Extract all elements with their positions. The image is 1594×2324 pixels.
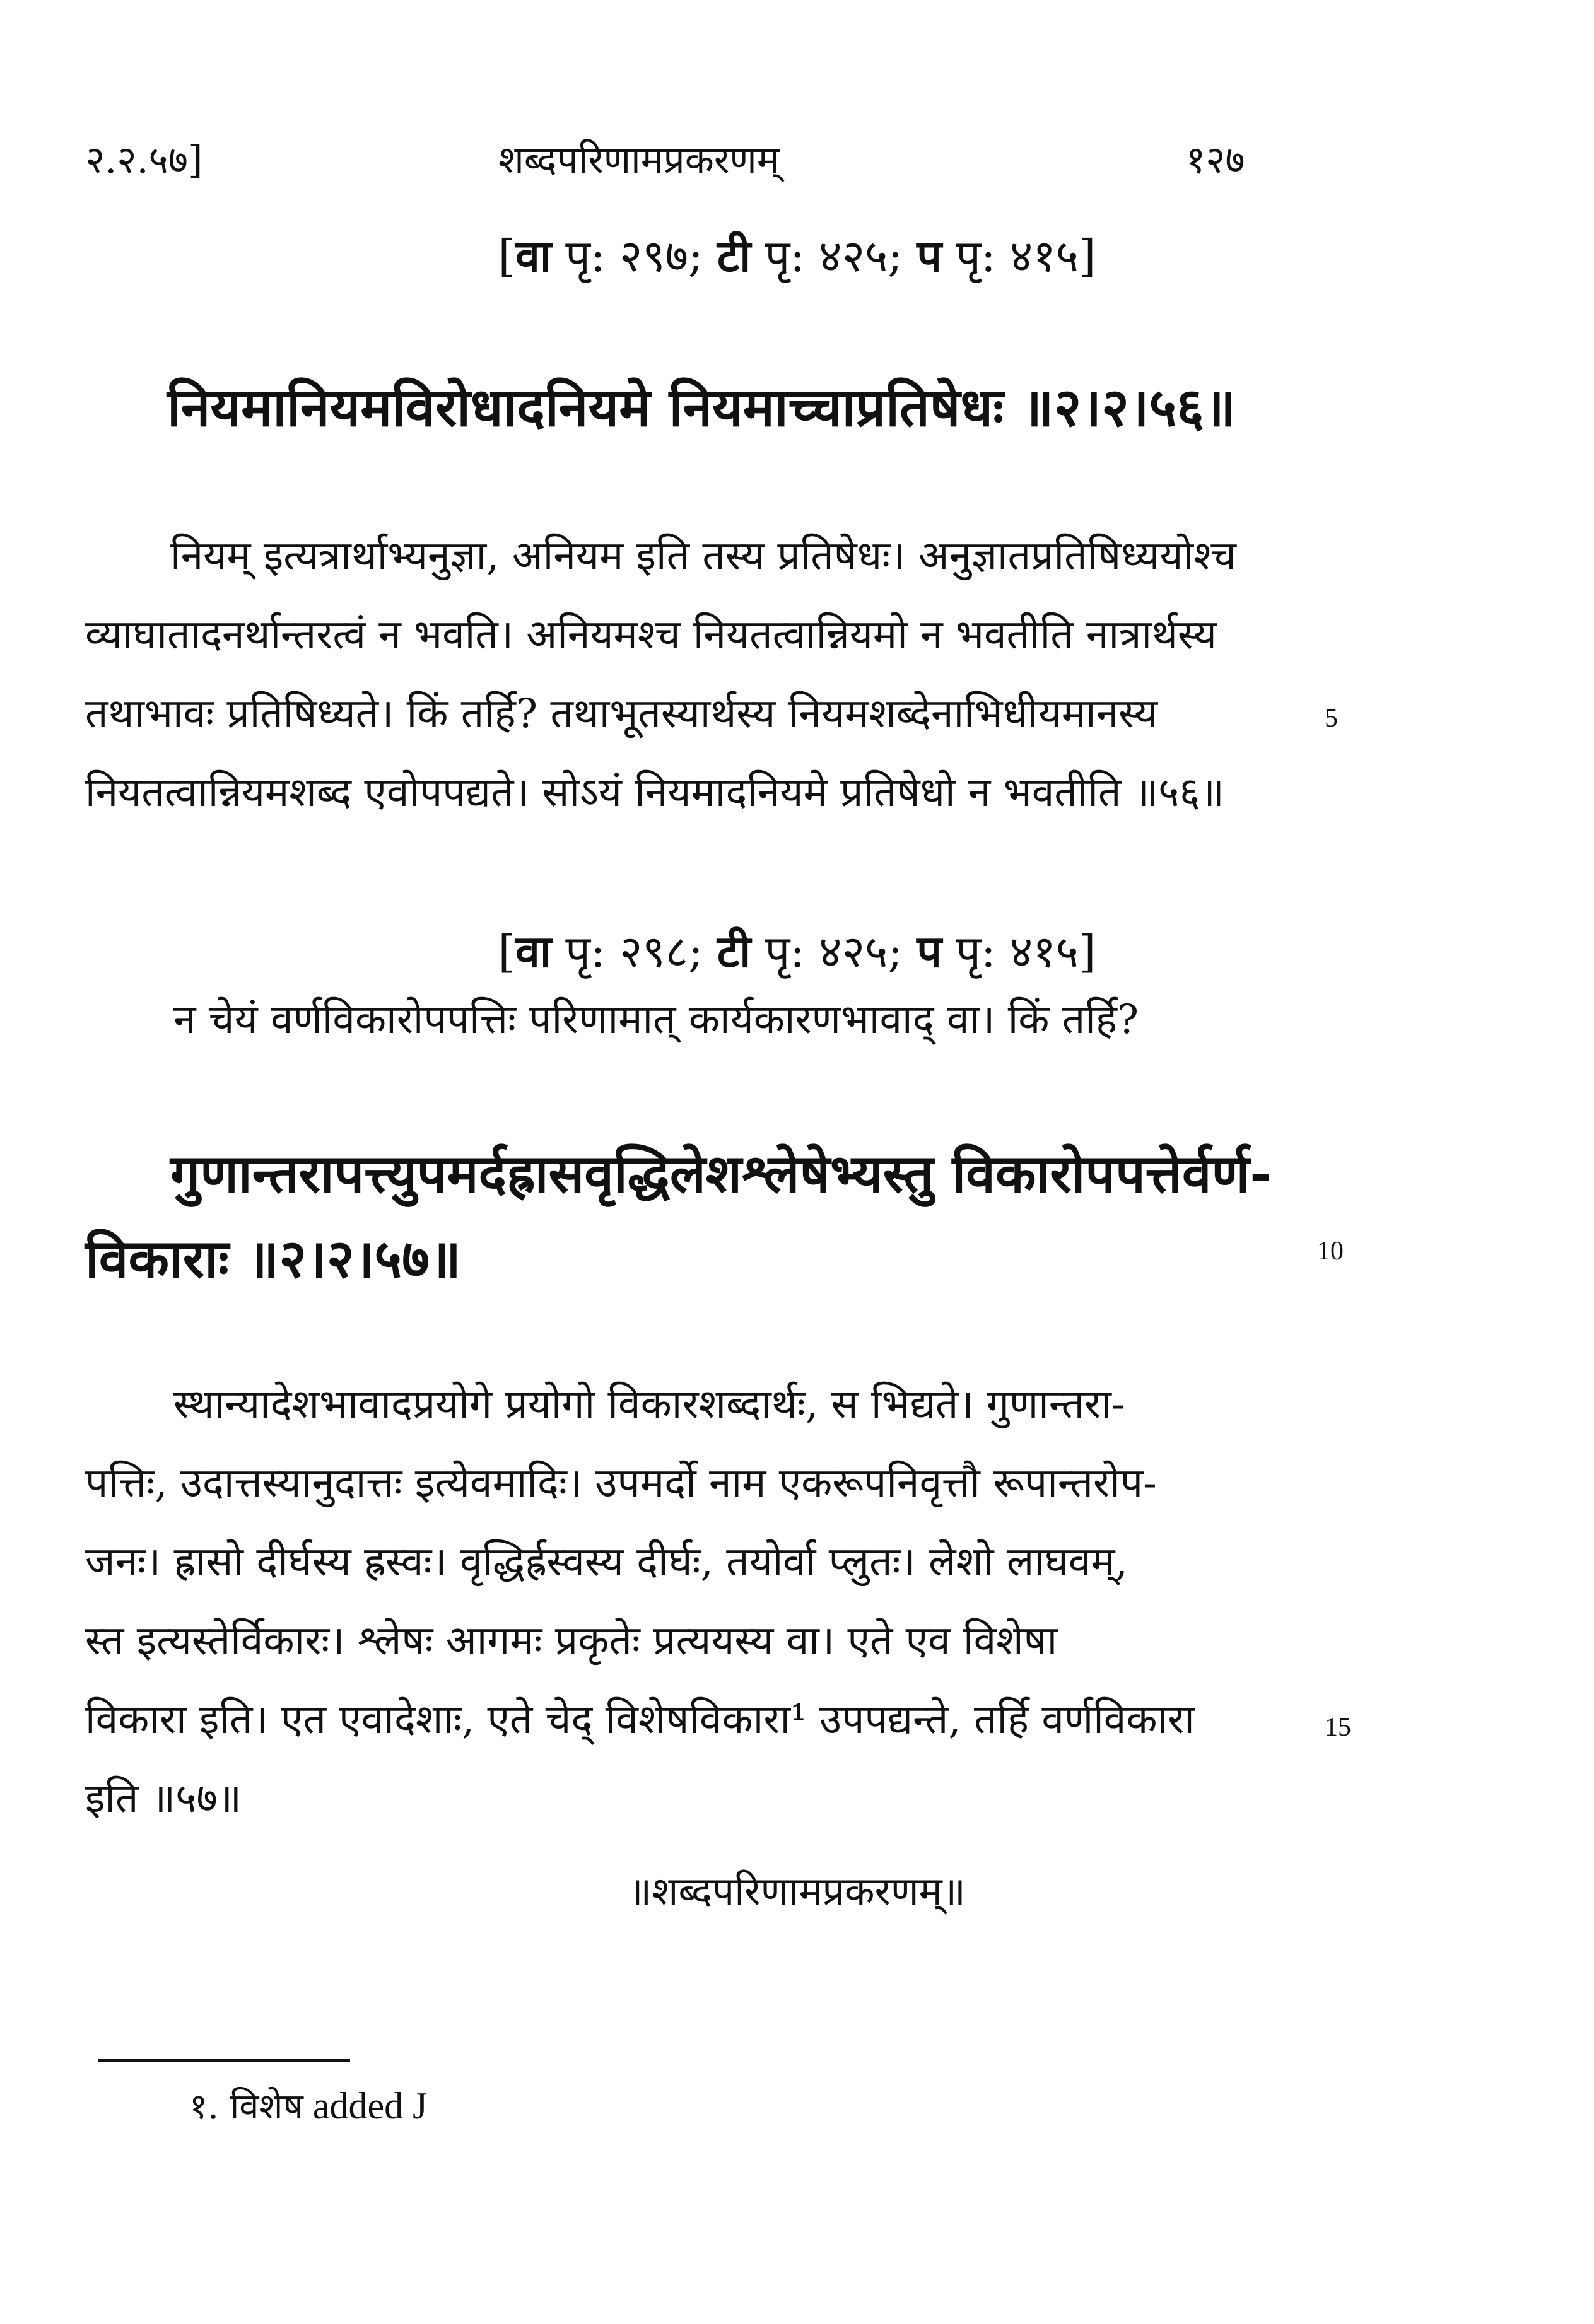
text-line: इति ॥५७॥ xyxy=(85,1775,242,1822)
text-line: स्थान्यादेशभावादप्रयोगे प्रयोगो विकारशब्दार्थः, स भिद्यते। गुणान्तरा- xyxy=(173,1381,1125,1428)
running-head-section: २.२.५७] xyxy=(85,138,203,182)
section-end-title: ॥शब्दपरिणामप्रकरणम्॥ xyxy=(628,1868,966,1914)
reference-line-1: [वा पृ: २९७; टी पृ: ४२५; प पृ: ४१५] xyxy=(498,230,1096,282)
sutra-57-line-2: विकाराः ॥२।२।५७॥ xyxy=(85,1227,462,1290)
text-line: नियम् इत्यत्रार्थाभ्यनुज्ञा, अनियम इति तस्य प्रतिषेधः। अनुज्ञातप्रतिषिध्ययोश्च xyxy=(170,533,1236,580)
footnote-rule xyxy=(98,2059,350,2062)
reference-line-2: [वा पृ: २९८; टी पृ: ४२५; प पृ: ४१५] xyxy=(498,925,1096,978)
running-head-title: शब्दपरिणामप्रकरणम् xyxy=(498,138,780,182)
intro-57: न चेयं वर्णविकारोपपत्तिः परिणामात् कार्यकारणभावाद् वा। किं तर्हि? xyxy=(173,996,1139,1043)
text-line: व्याघातादनर्थान्तरत्वं न भवति। अनियमश्च नियतत्वान्नियमो न भवतीति नात्रार्थस्य xyxy=(85,612,1217,658)
text-line: तथाभावः प्रतिषिध्यते। किं तर्हि? तथाभूतस्यार्थस्य नियमशब्देनाभिधीयमानस्य xyxy=(85,691,1158,737)
page-number: १२७ xyxy=(1186,138,1245,182)
line-number-10: 10 xyxy=(1317,1237,1344,1266)
text-line: विकारा इति। एत एवादेशाः, एते चेद् विशेषविकारा¹ उपपद्यन्ते, तर्हि वर्णविकारा xyxy=(85,1696,1195,1743)
text-line: नियतत्वान्नियमशब्द एवोपपद्यते। सोऽयं नियमादनियमे प्रतिषेधो न भवतीति ॥५६॥ xyxy=(85,769,1225,816)
line-number-15: 15 xyxy=(1325,1713,1351,1742)
text-line: स्त इत्यस्तेर्विकारः। श्लेषः आगमः प्रकृतेः प्रत्ययस्य वा। एते एव विशेषा xyxy=(85,1618,1058,1664)
sutra-57-line-1: गुणान्तरापत्त्युपमर्दह्रासवृद्धिलेशश्लेषेभ्यस्तु विकारोपपत्तेर्वर्ण- xyxy=(170,1142,1272,1205)
text-line: जनः। ह्रासो दीर्घस्य ह्रस्वः। वृद्धिर्ह्रस्वस्य दीर्घः, तयोर्वा प्लुतः। लेशो लाघवम्, xyxy=(85,1539,1128,1585)
footnote: १. विशेष added J xyxy=(189,2085,428,2127)
line-number-5: 5 xyxy=(1325,704,1338,733)
text-line: पत्तिः, उदात्तस्यानुदात्तः इत्येवमादिः। उपमर्दो नाम एकरूपनिवृत्तौ रूपान्तरोप- xyxy=(85,1460,1157,1507)
sutra-56: नियमानियमविरोधादनियमे नियमाच्चाप्रतिषेधः ॥२।२।५६॥ xyxy=(167,376,1236,438)
